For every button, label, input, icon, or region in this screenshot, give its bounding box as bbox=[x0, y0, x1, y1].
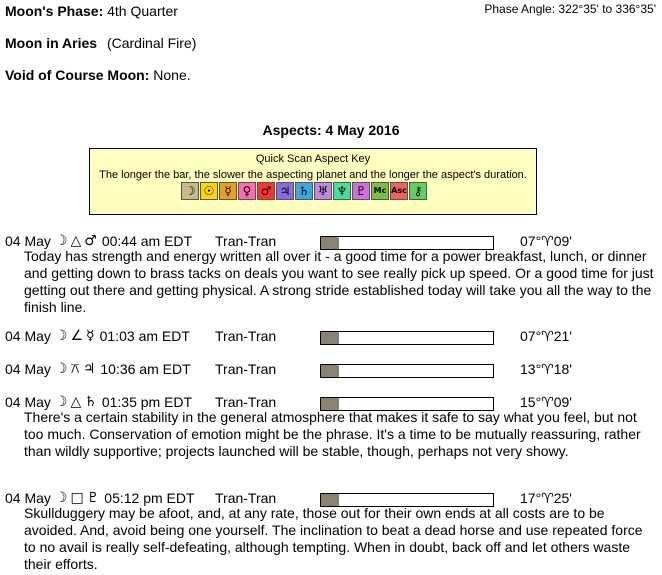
position-minutes: 09' bbox=[553, 233, 572, 249]
moon-sign-element: (Cardinal Fire) bbox=[106, 35, 197, 51]
aries-icon: ♈ bbox=[541, 234, 554, 250]
position-degree: 13° bbox=[520, 361, 542, 377]
void-of-course-value: None. bbox=[153, 67, 191, 83]
aries-icon: ♈ bbox=[541, 491, 554, 507]
aspect-row bbox=[5, 394, 192, 410]
aspect-key-box bbox=[89, 148, 537, 215]
ascendant-icon: Asc bbox=[390, 182, 408, 200]
aspect-position bbox=[520, 361, 572, 378]
aspect-transit-type: Tran-Tran bbox=[215, 361, 277, 377]
position-degree: 07° bbox=[520, 233, 542, 249]
moon-icon: ☽ bbox=[54, 328, 68, 344]
aspect-time: 00:44 am EDT bbox=[101, 233, 193, 249]
aspecting-planet-icon: ♇ bbox=[86, 490, 100, 506]
moon-phase-value: 4th Quarter bbox=[107, 3, 178, 19]
moon-sign-line bbox=[5, 35, 196, 51]
aspect-type-icon: ∠ bbox=[70, 328, 84, 344]
position-minutes: 25' bbox=[553, 490, 572, 506]
aspecting-planet-icon: ♃ bbox=[82, 361, 96, 377]
aries-icon: ♈ bbox=[541, 362, 554, 378]
aspect-row bbox=[5, 328, 190, 344]
position-minutes: 18' bbox=[553, 361, 572, 377]
venus-icon: ♀ bbox=[238, 182, 256, 200]
mars-icon: ♂ bbox=[257, 182, 275, 200]
aspect-time: 10:36 am EDT bbox=[100, 361, 191, 377]
aspect-date: 04 May bbox=[5, 361, 51, 377]
aspect-row bbox=[5, 490, 195, 506]
moon-icon: ☽ bbox=[181, 182, 199, 200]
moon-icon: ☽ bbox=[54, 394, 68, 410]
aspecting-planet-icon: ♂ bbox=[84, 233, 97, 249]
aspect-type-icon: □ bbox=[70, 490, 84, 506]
sun-icon: ☉ bbox=[200, 182, 218, 200]
moon-icon: ☽ bbox=[54, 361, 68, 377]
aspect-duration-fill bbox=[321, 365, 339, 377]
jupiter-icon: ♃ bbox=[276, 182, 294, 200]
phase-angle: Phase Angle: 322°35' to 336°35' bbox=[484, 2, 656, 16]
aspect-type-icon: △ bbox=[70, 233, 82, 249]
neptune-icon: ♆ bbox=[333, 182, 351, 200]
aspecting-planet-icon: ☿ bbox=[86, 328, 95, 344]
moon-icon: ☽ bbox=[54, 490, 68, 506]
aspecting-planet-icon: ♄ bbox=[84, 394, 97, 410]
position-minutes: 21' bbox=[553, 328, 572, 344]
aspect-time: 01:03 am EDT bbox=[99, 328, 190, 344]
position-degree: 15° bbox=[520, 394, 542, 410]
aspect-duration-fill bbox=[321, 332, 339, 344]
mercury-icon: ☿ bbox=[219, 182, 237, 200]
moon-icon: ☽ bbox=[54, 233, 68, 249]
position-degree: 17° bbox=[520, 490, 542, 506]
aspect-transit-type: Tran-Tran bbox=[215, 328, 277, 344]
aspect-interpretation: Today has strength and energy written all over it - a good time for a power breakfast, lunch, or dinner and getting down to brass tacks on deals you want to see really pick up speed. Or a good time for just getting out there and getting physical. A strong stride established today will take you all the way to the finish line. bbox=[24, 248, 654, 315]
planet-legend bbox=[181, 182, 428, 200]
moon-sign-label: Moon in Aries bbox=[5, 35, 98, 51]
aspect-row bbox=[5, 233, 192, 249]
aspect-type-icon: ⚻ bbox=[70, 361, 80, 377]
aspect-date: 04 May bbox=[5, 490, 51, 506]
aspect-date: 04 May bbox=[5, 328, 51, 344]
aspect-time: 01:35 pm EDT bbox=[101, 394, 193, 410]
void-of-course-label: Void of Course Moon: bbox=[5, 67, 150, 83]
position-degree: 07° bbox=[520, 328, 542, 344]
aspect-transit-type: Tran-Tran bbox=[215, 394, 277, 410]
aspect-interpretation: Skullduggery may be afoot, and, at any rate, those out for their own ends at all costs are to be avoided. And, avoid being one yourself. The inclination to beat a dead horse and use repeated force to no avail is really self-defeating, although tempting. When in doubt, back off and let others waste their efforts. bbox=[24, 505, 643, 572]
aries-icon: ♈ bbox=[541, 329, 554, 345]
position-minutes: 09' bbox=[553, 394, 572, 410]
aspect-duration-bar bbox=[320, 331, 494, 345]
aspect-position bbox=[520, 328, 572, 345]
aspect-key-description: The longer the bar, the slower the aspecting planet and the longer the aspect's duration. bbox=[99, 169, 527, 181]
aries-icon: ♈ bbox=[541, 395, 554, 411]
uranus-icon: ♅ bbox=[314, 182, 332, 200]
chiron-icon: ⚷ bbox=[409, 182, 427, 200]
aspect-duration-bar bbox=[320, 364, 494, 378]
aspect-interpretation: There's a certain stability in the general atmosphere that makes it safe to say what you feel, but not too much. Conservation of emotion might be the phrase. It's a time to be mutually reassuring, rather than wildly supportive; projects launched will be stable, though, perhaps not very showy. bbox=[24, 409, 641, 459]
moon-phase-label: Moon's Phase: bbox=[5, 3, 104, 19]
void-of-course-line bbox=[5, 67, 191, 83]
aspect-date: 04 May bbox=[5, 394, 51, 410]
aspect-type-icon: △ bbox=[70, 394, 82, 410]
aspect-row bbox=[5, 361, 191, 377]
aspect-transit-type: Tran-Tran bbox=[215, 233, 277, 249]
aspect-time: 05:12 pm EDT bbox=[104, 490, 195, 506]
aspects-title: Aspects: 4 May 2016 bbox=[262, 122, 400, 138]
aspect-date: 04 May bbox=[5, 233, 51, 249]
aspect-transit-type: Tran-Tran bbox=[215, 490, 277, 506]
moon-phase-line bbox=[5, 3, 178, 19]
pluto-icon: ♇ bbox=[352, 182, 370, 200]
aspect-key-title: Quick Scan Aspect Key bbox=[255, 153, 371, 165]
saturn-icon: ♄ bbox=[295, 182, 313, 200]
midheaven-icon: Mc bbox=[371, 182, 389, 200]
